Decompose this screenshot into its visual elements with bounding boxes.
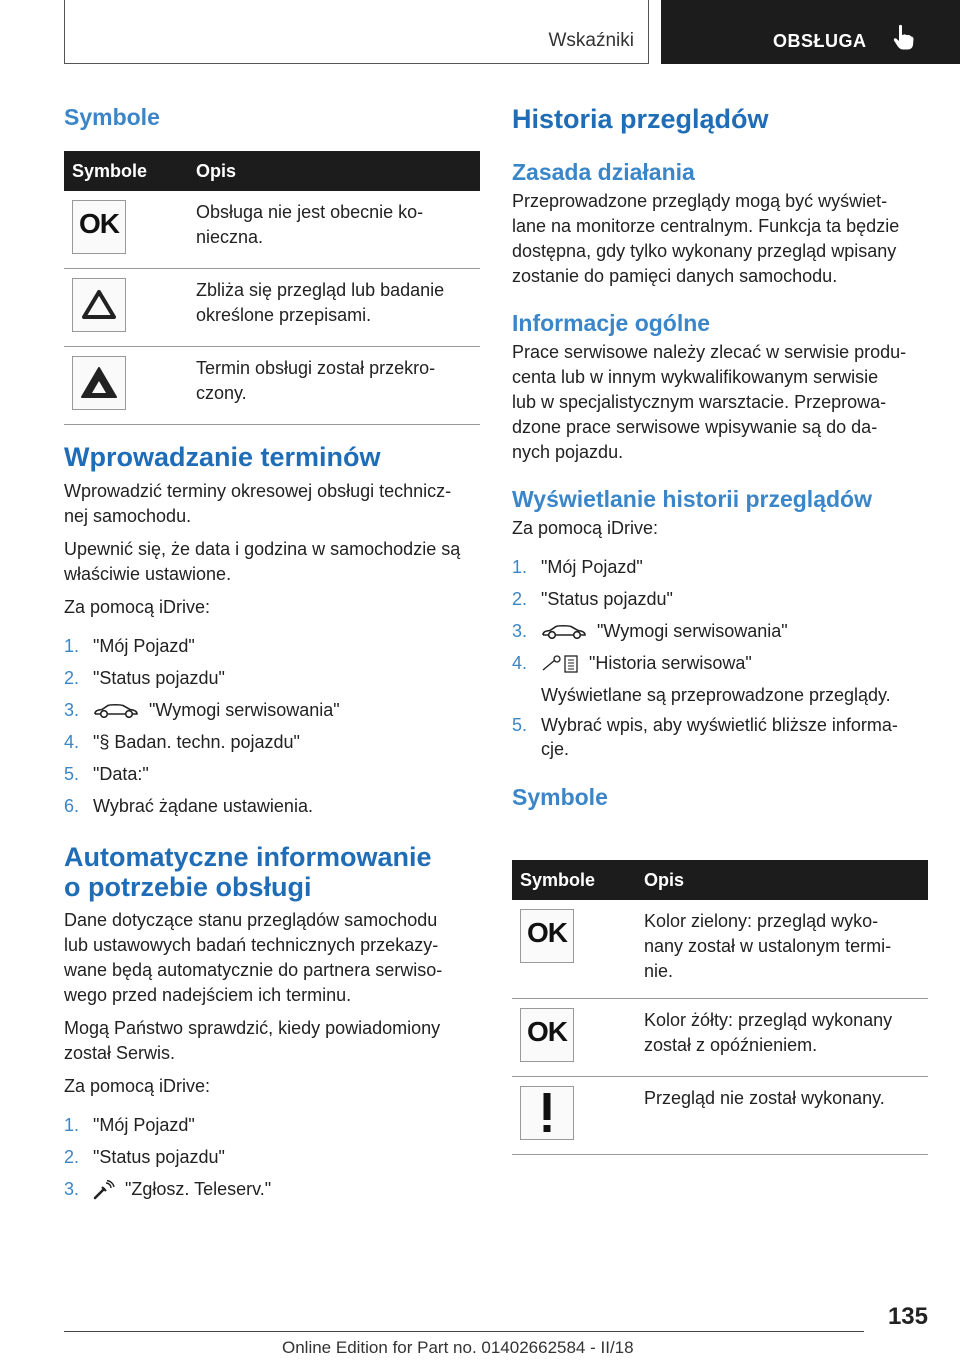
list-item: 1. "Mój Pojazd" — [512, 557, 643, 577]
entry-paragraph: Za pomocą iDrive: — [64, 597, 211, 617]
table2-col-opis: Opis — [644, 860, 928, 900]
table-row — [64, 347, 480, 425]
principle-heading: Zasada działania — [512, 159, 695, 185]
header-chapter-tab — [661, 0, 960, 64]
table-row — [512, 900, 928, 999]
table1-desc: Termin obsługi został przekro- czony. — [196, 358, 436, 403]
table1-col-symbole: Symbole — [64, 151, 196, 191]
auto-heading: Automatyczne informowanie o potrzebie obsługi — [64, 842, 432, 902]
table1-col-opis: Opis — [196, 151, 480, 191]
symbols-table-2 — [512, 860, 928, 1155]
car-icon — [93, 703, 139, 719]
table1-desc: Zbliża się przegląd lub badanie określone przepisami. — [196, 280, 445, 325]
footer-divider — [64, 1331, 864, 1332]
list-item: 1. "Mój Pojazd" — [64, 1115, 195, 1135]
pointing-hand-icon — [893, 24, 915, 50]
symbols-table-1 — [64, 151, 480, 425]
warning-triangle-outline-icon — [72, 278, 126, 332]
car-icon — [541, 624, 587, 640]
general-paragraph: Prace serwisowe należy zlecać w serwisie produ- centa lub w innym wykwalifikowanym serwisie lub w specjalistycznym warsztacie. Przeprowa- dzone prace serwisowe wpisywanie są do da- nych pojazdu. — [512, 342, 907, 462]
list-item: 4. "§ Badan. techn. pojazdu" — [64, 732, 300, 752]
table1-desc: Obsługa nie jest obecnie ko- nieczna. — [196, 202, 424, 247]
auto-paragraph: Mogą Państwo sprawdzić, kiedy powiadomiony został Serwis. — [64, 1018, 441, 1063]
list-item: 5. Wybrać wpis, aby wyświetlić bliższe informa- cje. — [512, 715, 898, 759]
table2-desc: Kolor zielony: przegląd wyko- nany został w ustalonym termi- nie. — [644, 911, 892, 981]
list-item: 1. "Mój Pojazd" — [64, 636, 195, 656]
table-row — [64, 191, 480, 269]
display-paragraph: Za pomocą iDrive: — [512, 518, 659, 538]
auto-paragraph: Za pomocą iDrive: — [64, 1076, 211, 1096]
entry-paragraph: Upewnić się, że data i godzina w samochodzie są właściwie ustawione. — [64, 539, 461, 584]
table2-desc: Kolor żółty: przegląd wykonany został z opóźnieniem. — [644, 1010, 893, 1055]
ok-icon: OK — [72, 200, 126, 254]
table-row — [512, 1077, 928, 1155]
list-item: 6. Wybrać żądane ustawienia. — [64, 796, 313, 816]
right-symbols-heading: Symbole — [512, 784, 608, 810]
list-item: 3. "Wymogi serwisowania" — [512, 621, 788, 641]
ok-icon: OK — [520, 909, 574, 963]
principle-paragraph: Przeprowadzone przeglądy mogą być wyświet- lane na monitorze centralnym. Funkcja ta będzie dostępna, gdy tylko wykonany przegląd wpisany zostanie do pamięci danych samochodu. — [512, 191, 900, 286]
display-heading: Wyświetlanie historii przeglądów — [512, 486, 872, 512]
auto-steps — [64, 1113, 480, 1201]
ok-icon: OK — [520, 1008, 574, 1062]
general-heading: Informacje ogólne — [512, 310, 711, 336]
header-section-label: Wskaźniki — [548, 30, 634, 51]
entry-heading: Wprowadzanie terminów — [64, 442, 381, 472]
list-item: 3. "Zgłosz. Teleserv." — [64, 1179, 272, 1199]
list-item-note: Wyświetlane są przeprowadzone przeglądy. — [541, 685, 891, 705]
list-item: 2. "Status pojazdu" — [512, 589, 673, 609]
list-item: 5. "Data:" — [64, 764, 149, 784]
page-number: 135 — [887, 1303, 928, 1330]
history-heading: Historia przeglądów — [512, 104, 769, 134]
list-item: 2. "Status pojazdu" — [64, 668, 225, 688]
table2-desc: Przegląd nie został wykonany. — [644, 1088, 885, 1108]
auto-paragraph: Dane dotyczące stanu przeglądów samochodu lub ustawowych badań technicznych przekazy- wane będą automatycznie do partnera serwiso- wego przed nadejściem ich terminu. — [64, 910, 443, 1005]
exclamation-icon — [520, 1086, 574, 1140]
service-history-icon — [541, 654, 579, 674]
list-item: 4. "Historia serwisowa" Wyświetlane są przeprowadzone przeglądy. — [512, 651, 928, 707]
table2-col-symbole: Symbole — [512, 860, 644, 900]
header-chapter-label: OBSŁUGA — [773, 31, 867, 51]
footer-edition: Online Edition for Part no. 01402662584 - II/18 — [282, 1338, 634, 1357]
list-item: 2. "Status pojazdu" — [64, 1147, 225, 1167]
table-row — [64, 269, 480, 347]
list-item: 3. "Wymogi serwisowania" — [64, 700, 340, 720]
warning-triangle-filled-icon — [72, 356, 126, 410]
table-row — [512, 999, 928, 1077]
entry-paragraph: Wprowadzić terminy okresowej obsługi technicz- nej samochodu. — [64, 481, 452, 526]
entry-steps — [64, 634, 480, 818]
left-symbols-heading: Symbole — [64, 104, 160, 130]
header-section-tab — [64, 0, 649, 64]
display-steps — [512, 555, 928, 761]
wrench-signal-icon — [93, 1180, 115, 1200]
